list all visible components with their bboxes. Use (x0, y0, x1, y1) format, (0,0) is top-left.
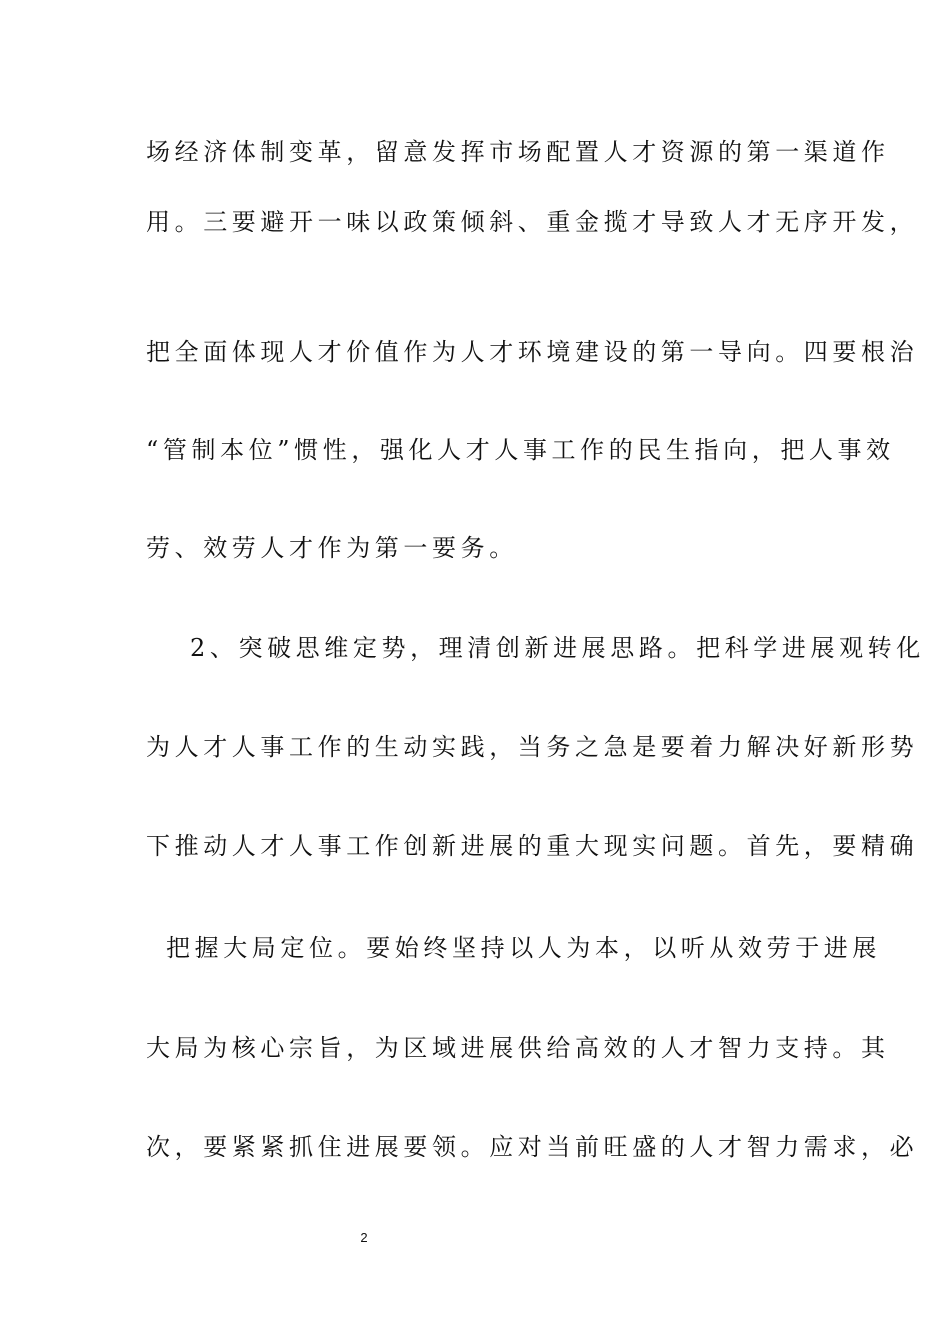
text-line-3: 把全面体现人才价值作为人才环境建设的第一导向。四要根治 (146, 338, 919, 366)
text-line-1: 场经济体制变革，留意发挥市场配置人才资源的第一渠道作 (146, 138, 890, 166)
text-line-5: 劳、效劳人才作为第一要务。 (146, 534, 518, 562)
text-line-8: 下推动人才人事工作创新进展的重大现实问题。首先，要精确 (146, 832, 919, 860)
text-line-9: 把握大局定位。要始终坚持以人为本，以听从效劳于进展 (166, 934, 881, 962)
text-line-10: 大局为核心宗旨，为区域进展供给高效的人才智力支持。其 (146, 1034, 890, 1062)
text-line-7: 为人才人事工作的生动实践，当务之急是要着力解决好新形势 (146, 733, 919, 761)
text-line-4: “管制本位”惯性，强化人才人事工作的民生指向，把人事效 (146, 436, 895, 464)
text-line-2: 用。三要避开一味以政策倾斜、重金揽才导致人才无序开发， (146, 208, 919, 236)
text-line-6: 2、突破思维定势，理清创新进展思路。把科学进展观转化 (190, 634, 925, 662)
text-line-11: 次，要紧紧抓住进展要领。应对当前旺盛的人才智力需求，必 (146, 1133, 919, 1161)
page-number: 2 (360, 1230, 368, 1245)
